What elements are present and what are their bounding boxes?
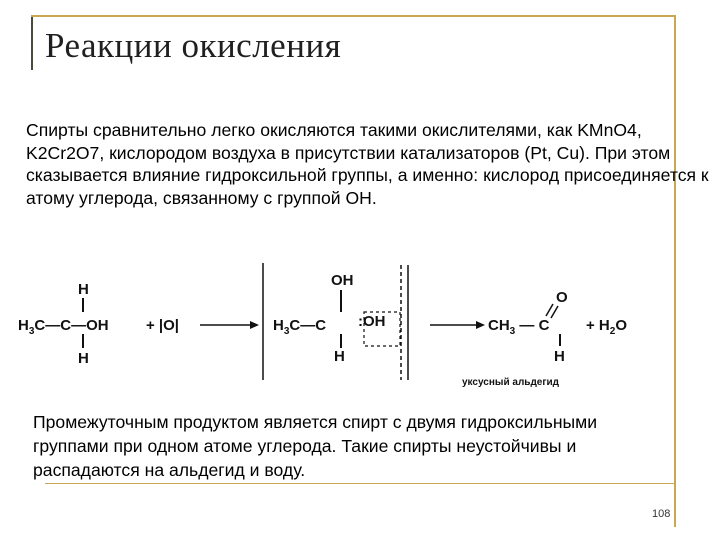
slide-title: Реакции окисления bbox=[45, 26, 342, 65]
product-top-o: O bbox=[556, 289, 568, 306]
intermediate-top-oh: OH bbox=[331, 272, 354, 289]
reaction-scheme bbox=[18, 260, 658, 390]
reactant-plus-oxygen: + |O| bbox=[146, 317, 179, 334]
product-chain-label: $CH_3$ — C bbox=[488, 317, 550, 337]
frame-bottom-line bbox=[45, 483, 676, 484]
intermediate-chain-label: $H_3C—C$ bbox=[273, 317, 327, 337]
intro-paragraph: Спирты сравнительно легко окисляются такими окислителями, как KMnO4, K2Cr2O7, кислородом воздуха в присутствии катализаторов (Pt, Cu). При этом сказывается влияние гидроксильной группы, а именно: кислород присоединяется к атому углерода, связанному с группой ОН. bbox=[26, 120, 709, 208]
page-number: 108 bbox=[652, 508, 671, 520]
intermediate-right-oh: :OH bbox=[358, 313, 386, 330]
product-caption: уксусный альдегид bbox=[462, 377, 560, 388]
reactant-chain-label: $H_3C—C—OH$ bbox=[18, 317, 109, 337]
product-double-bond-1 bbox=[546, 304, 553, 316]
product-bottom-h: H bbox=[554, 348, 565, 365]
frame-right-line bbox=[674, 15, 676, 527]
reactant-top-h: H bbox=[78, 281, 89, 298]
reactant-bottom-h: H bbox=[78, 350, 89, 367]
frame-top-line bbox=[31, 15, 676, 17]
intermediate-bottom-h: H bbox=[334, 348, 345, 365]
frame-left-bar bbox=[31, 15, 33, 70]
arrow-1-head bbox=[250, 321, 259, 329]
product-double-bond-2 bbox=[551, 306, 558, 318]
product-plus-water: + $H_2O$ bbox=[586, 317, 627, 337]
arrow-2-head bbox=[476, 321, 485, 329]
conclusion-paragraph: Промежуточным продуктом является спирт с двумя гидроксильными группами при одном атоме углерода. Такие спирты неустойчивы и распадаются на альдегид и воду. bbox=[33, 412, 598, 480]
